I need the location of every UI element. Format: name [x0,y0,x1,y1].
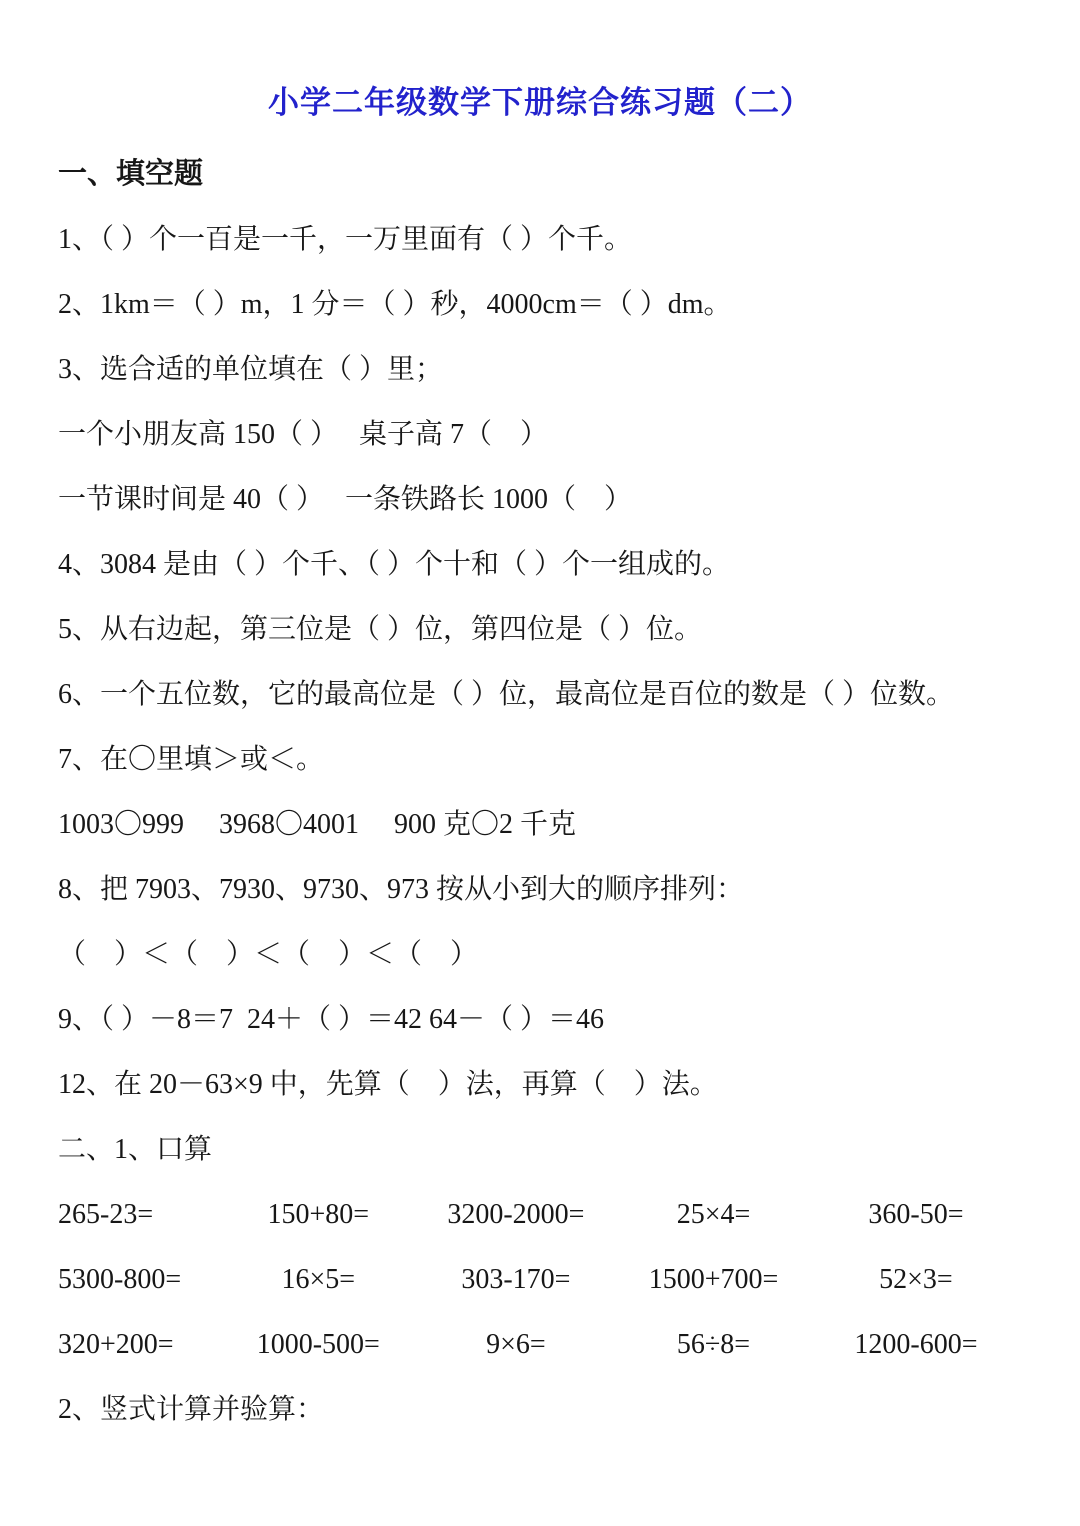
oral-calc-row-2 [58,1247,1022,1312]
oral-calc-item: 52×3= [879,1264,953,1295]
oral-calc-item: 5300-800= [58,1264,182,1295]
section2-heading: 二、1、口算 [58,1134,213,1165]
oral-calc-row-1 [58,1182,1022,1247]
oral-calc-item: 320+200= [58,1329,174,1360]
fill-blank-item-7: 7、在〇里填＞或＜。 [58,744,325,775]
fill-blank-item-8-sub: （ ）＜（ ）＜（ ）＜（ ） [58,939,479,970]
oral-calc-item: 56÷8= [676,1329,751,1360]
oral-calc-item: 1200-600= [854,1329,978,1360]
oral-calc-item: 3200-2000= [447,1199,585,1230]
fill-blank-item-3-sub-2: 一节课时间是 40（ ） 一条铁路长 1000（ ） [58,484,633,515]
fill-blank-item-3: 3、选合适的单位填在（ ）里； [58,354,444,385]
oral-calc-item: 1000-500= [256,1329,380,1360]
fill-blank-item-6: 6、一个五位数，它的最高位是（ ）位，最高位是百位的数是（ ）位数。 [58,679,955,710]
oral-calc-item: 150+80= [267,1199,370,1230]
page-title: 小学二年级数学下册综合练习题（二） [268,85,812,120]
oral-calc-item: 16×5= [281,1264,356,1295]
fill-blank-item-2: 2、1km＝（ ）m，1 分＝（ ）秒，4000cm＝（ ）dm。 [58,289,732,320]
fill-blank-item-4: 4、3084 是由（ ）个千、（ ）个十和（ ）个一组成的。 [58,549,731,580]
fill-blank-item-12: 12、在 20－63×9 中，先算（ ）法，再算（ ）法。 [58,1069,718,1100]
oral-calc-item: 360-50= [868,1199,964,1230]
oral-calc-item: 25×4= [676,1199,751,1230]
fill-blank-item-5: 5、从右边起，第三位是（ ）位，第四位是（ ）位。 [58,614,703,645]
oral-calc-item: 265-23= [58,1199,154,1230]
fill-blank-item-1: 1、（ ）个一百是一千，一万里面有（ ）个千。 [58,224,633,255]
fill-blank-item-8: 8、把 7903、7930、9730、973 按从小到大的顺序排列： [58,874,745,905]
section1-heading: 一、填空题 [58,158,204,190]
fill-blank-item-7-sub: 1003〇999 3968〇4001 900 克〇2 千克 [58,809,577,840]
fill-blank-item-9: 9、（ ）－8＝7 24＋（ ）＝42 64－（ ）＝46 [58,1004,605,1035]
oral-calc-item: 303-170= [461,1264,571,1295]
oral-calc-item: 1500+700= [648,1264,779,1295]
fill-blank-item-3-sub-1: 一个小朋友高 150（ ） 桌子高 7（ ） [58,419,549,450]
worksheet-body [0,142,1080,1442]
oral-calc-row-3 [58,1312,1022,1377]
oral-calc-item: 9×6= [486,1329,546,1360]
vertical-calc-heading: 2、竖式计算并验算： [58,1394,325,1425]
